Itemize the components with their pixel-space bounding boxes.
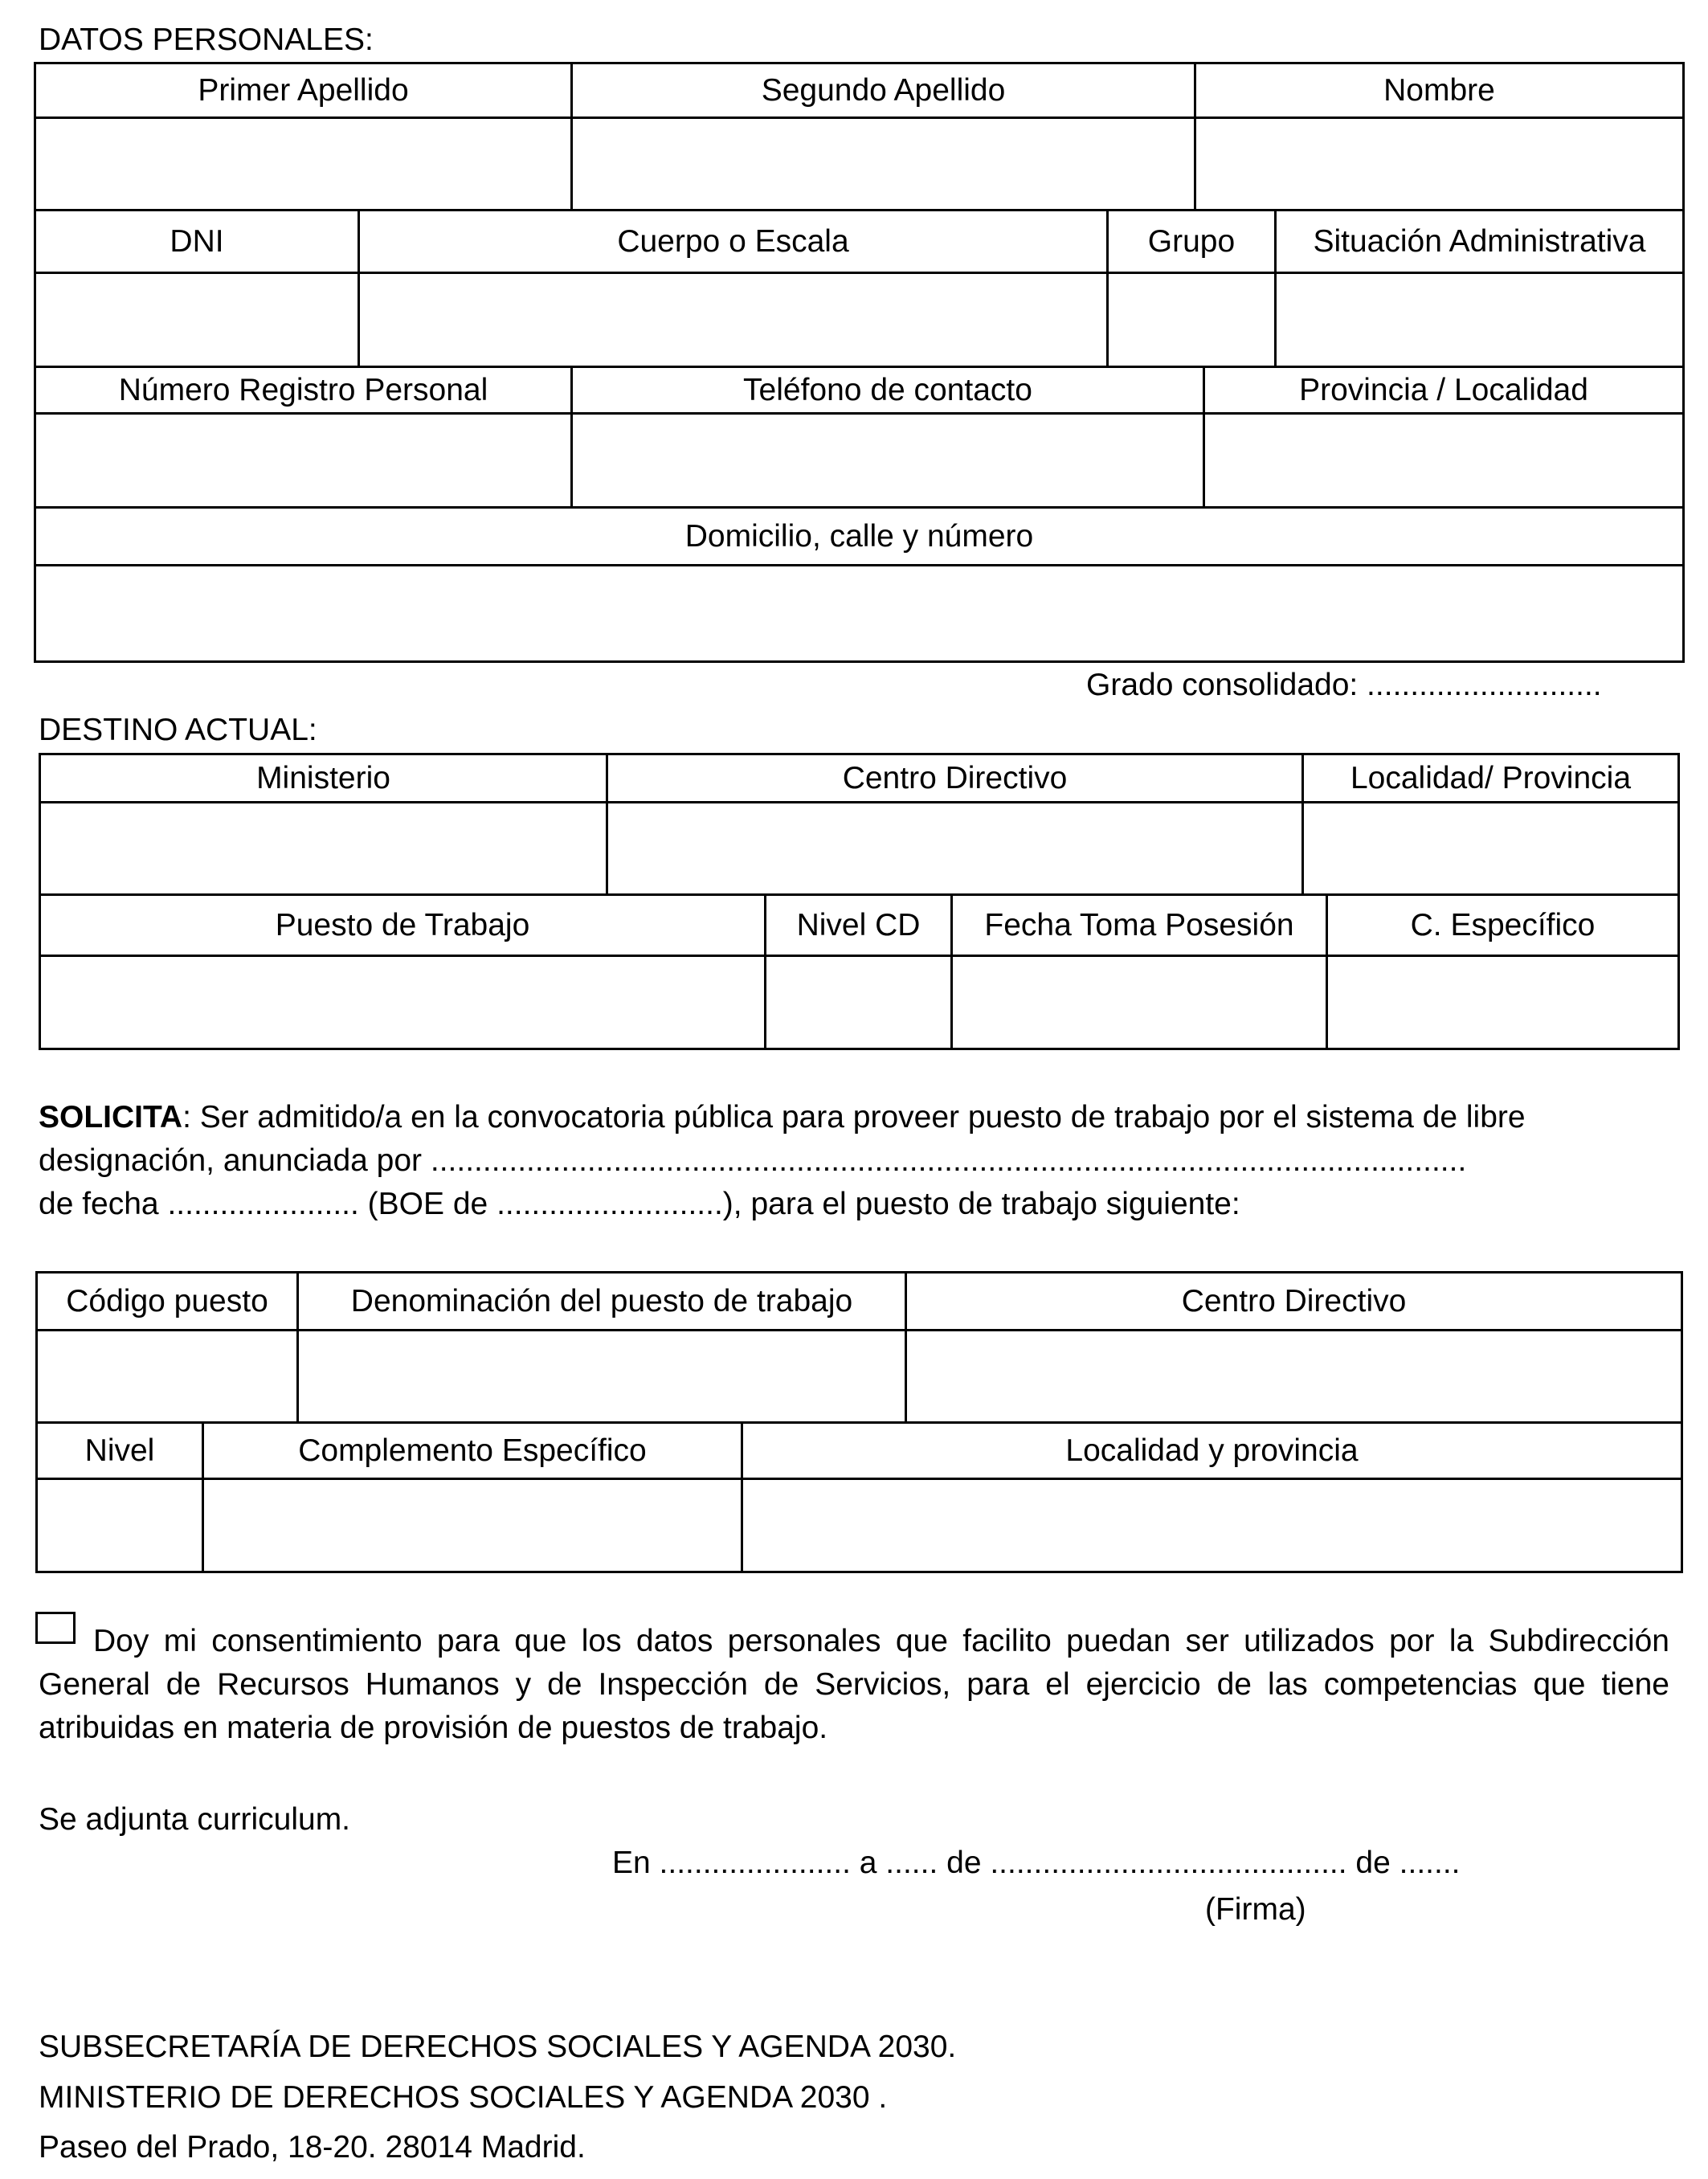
header-puesto-trabajo: Puesto de Trabajo (40, 895, 766, 956)
header-complemento-especifico: Complemento Específico (203, 1423, 742, 1479)
personal-section-title: DATOS PERSONALES: (39, 22, 374, 57)
header-localidad-provincia: Localidad/ Provincia (1303, 754, 1679, 803)
solicita-text: : Ser admitido/a en la convocatoria pública para proveer puesto de trabajo por el sistema de libre (182, 1100, 1526, 1134)
header-primer-apellido: Primer Apellido (35, 63, 572, 118)
destino-table-row2 (39, 893, 1680, 1050)
grado-consolidado[interactable]: Grado consolidado: ........................... (1086, 668, 1602, 702)
denominacion-puesto-field[interactable] (298, 1331, 906, 1423)
header-telefono-contacto: Teléfono de contacto (572, 367, 1204, 414)
header-ministerio: Ministerio (40, 754, 607, 803)
nivel-cd-field[interactable] (766, 956, 952, 1049)
header-denominacion-puesto: Denominación del puesto de trabajo (298, 1273, 906, 1331)
consent-text (39, 1620, 1669, 1750)
puesto-trabajo-field[interactable] (40, 956, 766, 1049)
consent-text-body: Doy mi consentimiento para que los datos personales que facilito puedan ser utilizados por la Subdirección General de Recursos Humanos y de Inspección de Servicios, para el ejercicio de las competencias que tiene atribuidas en materia de provisión de puestos de trabajo. (39, 1624, 1669, 1745)
header-dni: DNI (35, 211, 359, 273)
destino-table-row1 (39, 753, 1680, 896)
c-especifico-field[interactable] (1327, 956, 1679, 1049)
footer-address: Paseo del Prado, 18-20. 28014 Madrid. (39, 2130, 586, 2165)
solicita-line-3[interactable]: de fecha ...................... (BOE de ..........................), para el puesto de trabajo siguiente: (39, 1187, 1240, 1221)
telefono-contacto-field[interactable] (572, 414, 1204, 508)
signature-place-date[interactable]: En ...................... a ...... de ......................................... de ....... (612, 1846, 1461, 1880)
header-localidad-y-provincia: Localidad y provincia (742, 1423, 1682, 1479)
header-c-especifico: C. Específico (1327, 895, 1679, 956)
header-nivel: Nivel (37, 1423, 203, 1479)
puesto-table-row2 (35, 1421, 1683, 1573)
domicilio-field[interactable] (35, 566, 1684, 662)
footer-ministerio: MINISTERIO DE DERECHOS SOCIALES Y AGENDA 2030 . (39, 2080, 888, 2115)
header-centro-directivo: Centro Directivo (607, 754, 1303, 803)
personal-table-row3 (34, 366, 1685, 509)
centro-directivo-puesto-field[interactable] (906, 1331, 1682, 1423)
ministerio-field[interactable] (40, 803, 607, 895)
dni-field[interactable] (35, 273, 359, 367)
segundo-apellido-field[interactable] (572, 118, 1195, 211)
header-codigo-puesto: Código puesto (37, 1273, 298, 1331)
personal-table-row1 (34, 62, 1685, 211)
numero-registro-personal-field[interactable] (35, 414, 572, 508)
primer-apellido-field[interactable] (35, 118, 572, 211)
header-nombre: Nombre (1195, 63, 1684, 118)
solicita-line-1 (39, 1096, 1526, 1139)
header-grupo: Grupo (1108, 211, 1276, 273)
nivel-field[interactable] (37, 1479, 203, 1572)
header-cuerpo-escala: Cuerpo o Escala (359, 211, 1108, 273)
grupo-field[interactable] (1108, 273, 1276, 367)
situacion-administrativa-field[interactable] (1276, 273, 1684, 367)
complemento-especifico-field[interactable] (203, 1479, 742, 1572)
provincia-localidad-field[interactable] (1204, 414, 1684, 508)
signature-firma: (Firma) (1205, 1892, 1306, 1927)
destino-section-title: DESTINO ACTUAL: (39, 713, 317, 747)
header-provincia-localidad: Provincia / Localidad (1204, 367, 1684, 414)
header-numero-registro-personal: Número Registro Personal (35, 367, 572, 414)
header-centro-directivo-puesto: Centro Directivo (906, 1273, 1682, 1331)
nombre-field[interactable] (1195, 118, 1684, 211)
solicita-line-2[interactable]: designación, anunciada por ....................................................................................................................... (39, 1143, 1467, 1178)
cuerpo-escala-field[interactable] (359, 273, 1108, 367)
centro-directivo-field[interactable] (607, 803, 1303, 895)
localidad-y-provincia-field[interactable] (742, 1479, 1682, 1572)
solicita-label: SOLICITA (39, 1100, 183, 1134)
localidad-provincia-field[interactable] (1303, 803, 1679, 895)
fecha-toma-posesion-field[interactable] (952, 956, 1327, 1049)
attach-curriculum: Se adjunta curriculum. (39, 1802, 351, 1837)
header-nivel-cd: Nivel CD (766, 895, 952, 956)
header-segundo-apellido: Segundo Apellido (572, 63, 1195, 118)
puesto-table-row1 (35, 1271, 1683, 1424)
personal-table-row2 (34, 209, 1685, 368)
header-situacion-administrativa: Situación Administrativa (1276, 211, 1684, 273)
header-fecha-toma-posesion: Fecha Toma Posesión (952, 895, 1327, 956)
personal-table-row4 (34, 506, 1685, 663)
codigo-puesto-field[interactable] (37, 1331, 298, 1423)
header-domicilio: Domicilio, calle y número (35, 508, 1684, 566)
footer-subsecretaria: SUBSECRETARÍA DE DERECHOS SOCIALES Y AGENDA 2030. (39, 2030, 957, 2064)
